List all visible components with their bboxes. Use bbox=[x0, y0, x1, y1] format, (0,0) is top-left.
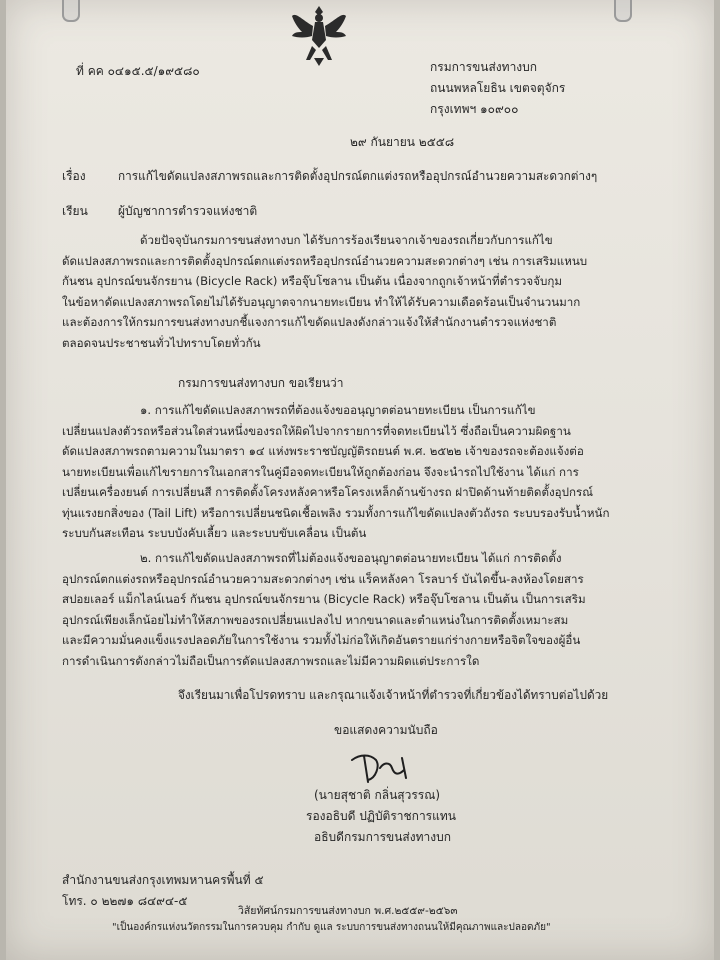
closing-sentence: จึงเรียนมาเพื่อโปรดทราบ และกรุณาแจ้งเจ้าหน้าที่ตำรวจที่เกี่ยวข้องได้ทราบต่อไปด้วย bbox=[178, 688, 609, 702]
sender-department: กรมการขนส่งทางบก bbox=[430, 60, 538, 74]
letter-date: ๒๙ กันยายน ๒๕๕๘ bbox=[350, 135, 455, 149]
signatory-position: รองอธิบดี ปฏิบัติราชการแทน bbox=[306, 809, 456, 823]
item-2-line: การดำเนินการดังกล่าวไม่ถือเป็นการดัดแปลงสภาพรถและไม่มีความผิดแต่ประการใด bbox=[62, 653, 480, 668]
intro-line: ตลอดจนประชาชนทั่วไปทราบโดยทั่วกัน bbox=[62, 335, 261, 350]
intro-line: ดัดแปลงสภาพรถและการติดตั้งอุปกรณ์ตกแต่งรถหรืออุปกรณ์อำนวยความสะดวกต่างๆ เช่น การเสริมแหนบ bbox=[62, 253, 588, 268]
reference-number: ที่ คค ๐๔๑๕.๕/๑๙๕๘๐ bbox=[76, 64, 200, 78]
item-2-paragraph bbox=[62, 548, 672, 671]
to-label: เรียน bbox=[62, 204, 88, 218]
item-2-line: และมีความมั่นคงแข็งแรงปลอดภัยในการใช้งาน รวมทั้งไม่ก่อให้เกิดอันตรายแก่ร่างกายหรือจิตใจของผู้อื่น bbox=[62, 633, 581, 647]
item-2-line: สปอยเลอร์ แม็กไลน์เนอร์ กันชน อุปกรณ์ขนจักรยาน (Bicycle Rack) หรือจุ๊บโซลาน เป็นต้น เป็นการเสริม bbox=[62, 592, 586, 606]
letter-page bbox=[6, 0, 714, 960]
item-2-line: อุปกรณ์เพียงเล็กน้อยไม่ทำให้สภาพของรถเปลี่ยนแปลงไป หากขนาดและตำแหน่งในการติดตั้งเหมาะสม bbox=[62, 612, 569, 627]
intro-line: และต้องการให้กรมการขนส่งทางบกชี้แจงการแก้ไขดัดแปลงดังกล่าวแจ้งให้สำนักงานตำรวจแห่งชาติ bbox=[62, 315, 557, 329]
item-1-paragraph bbox=[62, 400, 672, 544]
handwritten-signature-icon bbox=[346, 748, 416, 788]
garuda-emblem-icon bbox=[288, 2, 350, 68]
sender-street: ถนนพหลโยธิน เขตจตุจักร bbox=[430, 81, 566, 95]
intro-line: ในข้อหาดัดแปลงสภาพรถโดยไม่ได้รับอนุญาตจากนายทะเบียน ทำให้ได้รับความเดือดร้อนเป็นจำนวนมาก bbox=[62, 294, 581, 309]
vision-slogan: "เป็นองค์กรแห่งนวัตกรรมในการควบคุม กำกับ ดูแล ระบบการขนส่งทางถนนให้มีคุณภาพและปลอดภัย" bbox=[112, 922, 551, 933]
office-phone: โทร. ๐ ๒๒๗๑ ๘๔๙๔-๕ bbox=[62, 894, 188, 908]
paper-clip-icon bbox=[614, 0, 632, 22]
item-1-line: ทุ่นแรงยกสิ่งของ (Tail Lift) หรือการเปลี่ยนชนิดเชื้อเพลิง รวมทั้งการแก้ไขดัดแปลงตัวถังรถ ระบบรองรับน้ำหนัก bbox=[62, 505, 610, 520]
sender-city: กรุงเทพฯ ๑๐๙๐๐ bbox=[430, 102, 519, 116]
item-1-line: เปลี่ยนเครื่องยนต์ การเปลี่ยนสี การติดตั้งโครงหลังคาหรือโครงเหล็กด้านข้างรถ ฝาปิดด้านท้ายติดตั้งอุปกรณ์ bbox=[62, 485, 593, 499]
intro-line: กันชน อุปกรณ์ขนจักรยาน (Bicycle Rack) หรือจุ๊บโซลาน เป็นต้น เนื่องจากถูกเจ้าหน้าที่ตำรวจจับกุม bbox=[62, 274, 563, 288]
intro-paragraph bbox=[62, 230, 662, 353]
item-2-line: อุปกรณ์ตกแต่งรถหรืออุปกรณ์อำนวยความสะดวกต่างๆ เช่น แร็คหลังคา โรลบาร์ บันไดขึ้น-ลงห้องโดยสาร bbox=[62, 571, 584, 586]
subject-label: เรื่อง bbox=[62, 169, 86, 183]
vision-title: วิสัยทัศน์กรมการขนส่งทางบก พ.ศ.๒๕๕๙-๒๕๖๓ bbox=[238, 905, 458, 917]
intro-line: ด้วยปัจจุบันกรมการขนส่งทางบก ได้รับการร้องเรียนจากเจ้าของรถเกี่ยวกับการแก้ไข bbox=[140, 233, 553, 247]
item-2-line: ๒. การแก้ไขดัดแปลงสภาพรถที่ไม่ต้องแจ้งขออนุญาตต่อนายทะเบียน ได้แก่ การติดตั้ง bbox=[140, 551, 562, 565]
item-1-line: ดัดแปลงสภาพรถตามความในมาตรา ๑๔ แห่งพระราชบัญญัติรถยนต์ พ.ศ. ๒๕๒๒ เจ้าของรถจะต้องแจ้งต่อ bbox=[62, 444, 584, 458]
item-1-line: ๑. การแก้ไขดัดแปลงสภาพรถที่ต้องแจ้งขออนุญาตต่อนายทะเบียน เป็นการแก้ไข bbox=[140, 403, 536, 417]
signatory-name: (นายสุชาติ กลิ่นสุวรรณ) bbox=[314, 788, 441, 802]
item-1-line: เปลี่ยนแปลงตัวรถหรือส่วนใดส่วนหนึ่งของรถให้ผิดไปจากรายการที่จดทะเบียนไว้ ซึ่งถือเป็นความผิดฐาน bbox=[62, 423, 571, 438]
item-1-line: นายทะเบียนเพื่อแก้ไขรายการในเอกสารในคู่มือจดทะเบียนให้ถูกต้องก่อน จึงจะนำรถไปใช้งาน ได้แก่ การ bbox=[62, 464, 579, 479]
signatory-department: อธิบดีกรมการขนส่งทางบก bbox=[314, 830, 451, 844]
subject-text: การแก้ไขดัดแปลงสภาพรถและการติดตั้งอุปกรณ์ตกแต่งรถหรืออุปกรณ์อำนวยความสะดวกต่างๆ bbox=[118, 169, 598, 183]
explain-header: กรมการขนส่งทางบก ขอเรียนว่า bbox=[178, 376, 344, 390]
addressee: ผู้บัญชาการตำรวจแห่งชาติ bbox=[118, 204, 258, 218]
regards: ขอแสดงความนับถือ bbox=[334, 723, 438, 737]
item-1-line: ระบบกันสะเทือน ระบบบังคับเลี้ยว และระบบขับเคลื่อน เป็นต้น bbox=[62, 526, 367, 540]
paper-clip-icon bbox=[62, 0, 80, 22]
office-name: สำนักงานขนส่งกรุงเทพมหานครพื้นที่ ๕ bbox=[62, 873, 264, 887]
